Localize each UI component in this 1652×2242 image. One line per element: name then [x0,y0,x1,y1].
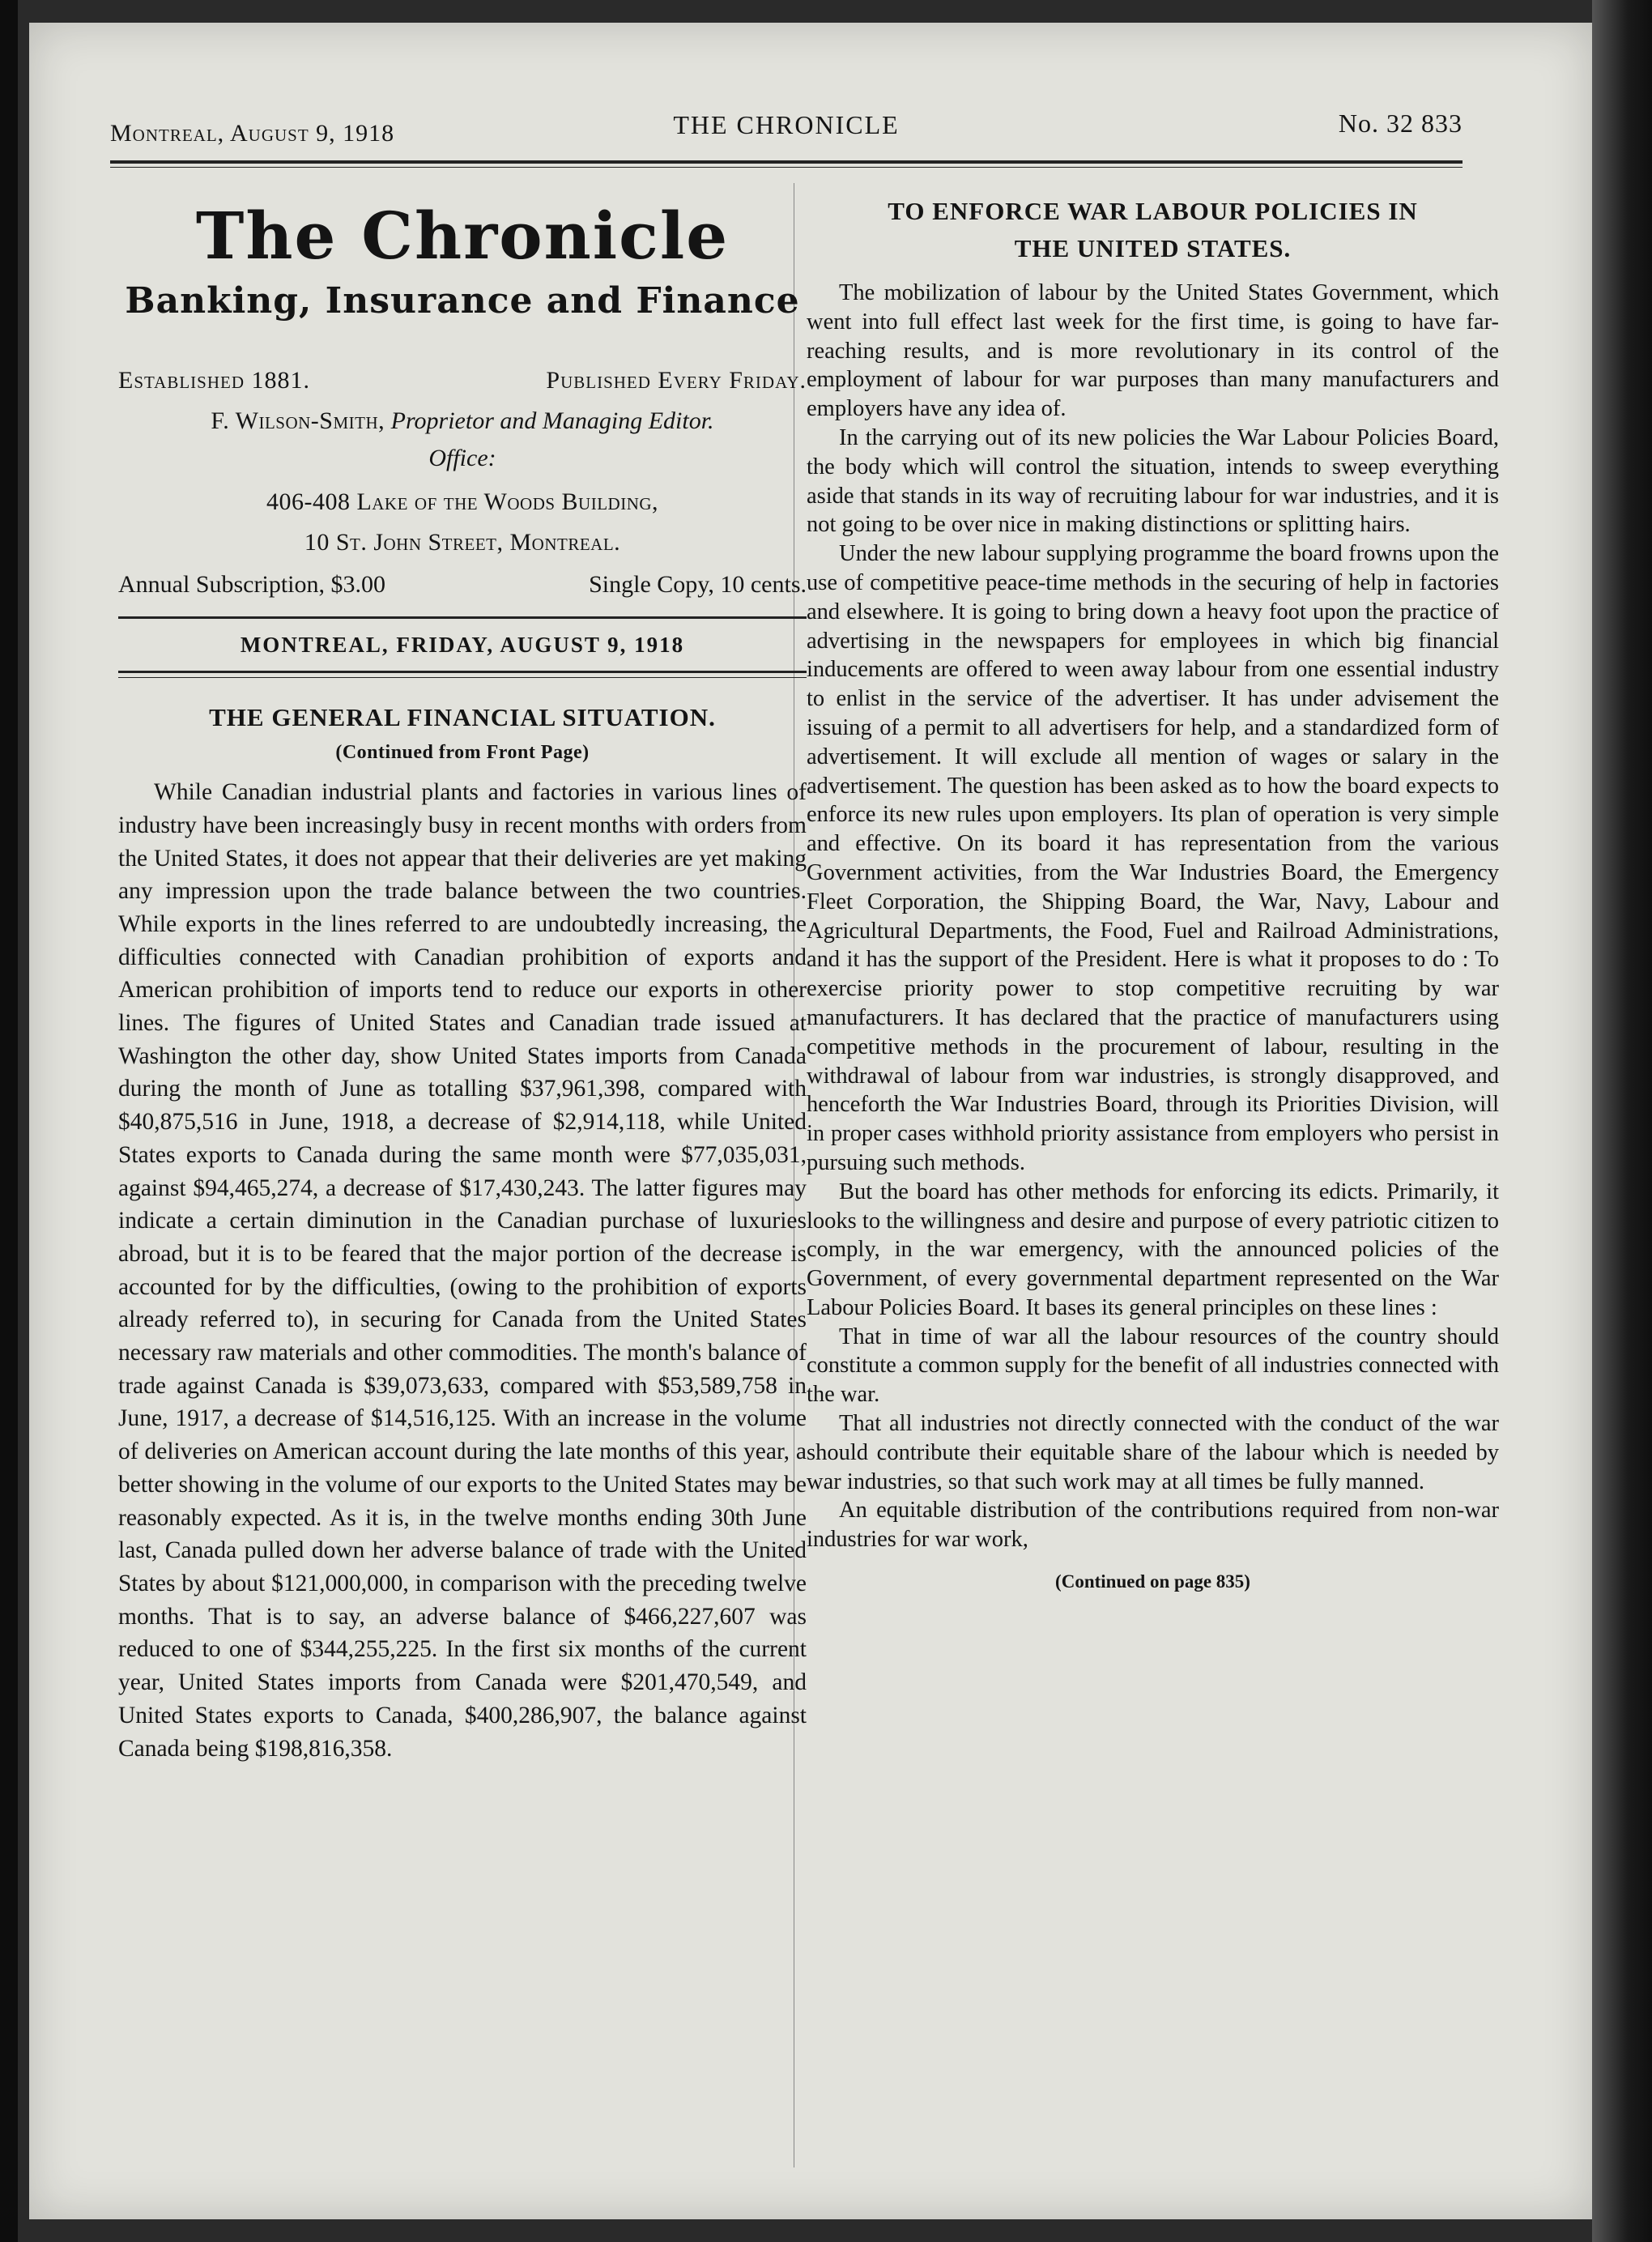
right-paragraph: That in time of war all the labour resources of the country should constitute a common supply for the benefit of all industries connected with the war. [807,1323,1499,1408]
binding-spine [0,0,18,2242]
right-column [807,193,1499,1599]
page-edge-shadow [1592,0,1652,2242]
office-label: Office: [428,444,496,471]
annual-subscription: Annual Subscription, $3.00 [118,570,385,598]
continued-notice: (Continued on page 835) [1055,1571,1250,1592]
proprietor-line [118,403,807,440]
right-paragraph: The mobilization of labour by the United States Government, which went into full effect last week for the first time, is going to have far-reaching results, and is more revolutionary in its control of the employment of labour for war purposes than many manufacturers and employers have any idea of. [807,280,1499,422]
publication-info-row [118,364,807,398]
header-issue-page: No. 32 833 [1338,109,1463,138]
office-address-line1: 406-408 Lake of the Woods Building, [266,488,659,515]
right-paragraph: But the board has other methods for enforcing its edicts. Primarily, it looks to the willingness and desire and purpose of every patriotic citizen to comply, in the war emergency, with the announced policies of the Government, of every governmental department represented on the War Labour Policies Board. It bases its general principles on these lines : [807,1179,1499,1320]
header-publication-title: THE CHRONICLE [673,110,900,139]
newspaper-page [29,23,1592,2219]
left-article-subhead: (Continued from Front Page) [335,742,590,764]
issue-dateline: MONTREAL, FRIDAY, AUGUST 9, 1918 [240,632,685,657]
left-article-body: While Canadian industrial plants and factories in various lines of industry have been increasingly busy in recent months with orders from the United States, it does not appear that their deliveries are yet making any impression upon the trade balance between the two countries. While exports in the lines referred to are undoubtedly increasing, the difficulties connected with Canadian prohibition of exports and American prohibition of imports tend to reduce our exports in other lines. The figures of United States and Canadian trade issued at Washington the other day, show United States imports from Canada during the month of June as totalling $37,961,398, compared with $40,875,516 in June, 1918, a decrease of $2,914,118, while United States exports to Canada during the same month were $77,035,031, against $94,465,274, a decrease of $17,430,243. The latter figures may indicate a certain diminution in the Canadian purchase of luxuries abroad, but it is to be feared that the major portion of the decrease is accounted for by the difficulties, (owing to the prohibition of exports already referred to), in securing for Canada from the United States necessary raw materials and other commodities. The month's balance of trade against Canada is $39,073,633, compared with $53,589,758 in June, 1917, a decrease of $14,516,125. With an increase in the volume of deliveries on American account during the late months of this year, a better showing in the volume of our exports to the United States may be reasonably expected. As it is, in the twelve months ending 30th June last, Canada pulled down her adverse balance of trade with the United States by about $121,000,000, in comparison with the preceding twelve months. That is to say, an adverse balance of $466,227,607 was reduced to one of $344,255,225. In the first six months of the current year, United States imports from Canada were $201,470,549, and United States exports to Canada, $400,286,907, the balance against Canada being $198,816,358. [118,779,807,1762]
left-article-headline: THE GENERAL FINANCIAL SITUATION. [209,703,716,732]
header-rule-thin [110,167,1463,168]
masthead-title: The Chronicle [195,198,730,274]
proprietor-name: F. Wilson-Smith, [211,407,385,434]
single-copy-price: Single Copy, 10 cents. [589,570,807,598]
right-paragraph: In the carrying out of its new policies the War Labour Policies Board, the body which will control the situation, intends to sweep everything aside that stands in its way of recruiting labour for war industries, and it is not going to be over nice in making distinctions or splitting hairs. [807,424,1499,538]
left-column [118,183,807,1765]
header-rule-thick [110,160,1463,164]
dateline-rule-top [118,616,807,619]
right-headline-line2: THE UNITED STATES. [1014,234,1292,262]
running-header [110,104,1463,152]
right-headline-line1: TO ENFORCE WAR LABOUR POLICIES IN [888,197,1418,225]
published-text: Published Every Friday. [546,367,807,394]
right-paragraph: That all industries not directly connected with the conduct of the war should contribute their equitable share of the labour which is needed by war industries, so that such work may at all times be fully manned. [807,1411,1499,1494]
dateline-rule-bottom [118,671,807,673]
dateline-rule-thin [118,677,807,678]
header-dateline: Montreal, August 9, 1918 [110,120,395,147]
office-address-line2: 10 St. John Street, Montreal. [304,528,621,556]
subscription-row [118,566,807,603]
right-paragraph: An equitable distribution of the contributions required from non-war industries for war work, [807,1498,1499,1553]
proprietor-role: Proprietor and Managing Editor. [390,407,714,434]
right-article-headline [807,193,1499,267]
established-text: Established 1881. [118,367,310,394]
right-paragraph: Under the new labour supplying programme the board frowns upon the use of competitive peace-time methods in the securing of help in factories and elsewhere. It is going to bring down a heavy foot upon the practice of advertising in the newspapers for employees in which big financial inducements are offered to ween away labour from one essential industry to enlist in the service of the advertiser. It has under advisement the issuing of a permit to all advertisers for help, and a standardized form of advertisement. It will exclude all mention of wages or salary in the advertisement. The question has been asked as to how the board expects to enforce its new rules upon employers. Its plan of operation is very simple and effective. On its board it has representation from the various Government activities, from the War Industries Board, the Emergency Fleet Corporation, the Shipping Board, the War, Navy, Labour and Agricultural Departments, the Food, Fuel and Railroad Administrations, and it has the support of the President. Here is what it proposes to do : To exercise priority power to stop competitive recruiting by war manufacturers. It has declared that the practice of manufacturers using competitive methods in the procurement of labour, resulting in the withdrawal of labour from war industries, is strongly disapproved, and henceforth the War Industries Board, through its Priorities Division, will in proper cases withhold priority assistance from employers who persist in pursuing such methods. [807,541,1499,1175]
masthead-subtitle: Banking, Insurance and Finance [125,280,800,322]
